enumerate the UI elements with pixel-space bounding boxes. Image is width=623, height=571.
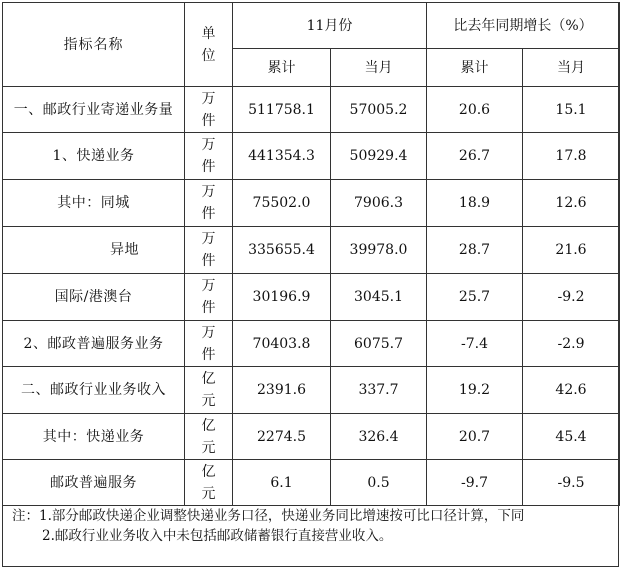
row-growth-cumulative: 26.7 [427, 133, 523, 180]
table-row [3, 87, 620, 133]
row-current: 7906.3 [331, 180, 427, 227]
row-unit [185, 180, 233, 227]
row-growth-current: 15.1 [523, 87, 620, 133]
row-cumulative: 70403.8 [233, 321, 331, 367]
row-cumulative: 511758.1 [233, 87, 331, 133]
row-growth-cumulative: 20.7 [427, 414, 523, 460]
header-unit-text: 单位 [201, 25, 216, 64]
header-growth-cumulative: 累计 [427, 49, 523, 87]
row-growth-current: -9.5 [523, 460, 620, 506]
row-unit [185, 227, 233, 274]
row-cumulative: 30196.9 [233, 274, 331, 321]
row-name: 其中：同城 [3, 180, 185, 227]
row-unit-text: 亿元 [201, 417, 216, 456]
row-growth-current: 45.4 [523, 414, 620, 460]
header-growth: 比去年同期增长（%） [427, 3, 620, 49]
row-cumulative: 2391.6 [233, 367, 331, 414]
note-line-1: 注：1.部分邮政快递企业调整快递业务口径，快递业务同比增速按可比口径计算，下同 [12, 508, 525, 524]
row-current: 326.4 [331, 414, 427, 460]
row-unit [185, 87, 233, 133]
row-current: 6075.7 [331, 321, 427, 367]
header-cumulative: 累计 [233, 49, 331, 87]
row-unit-text: 万件 [201, 137, 216, 175]
row-cumulative: 335655.4 [233, 227, 331, 274]
row-current: 0.5 [331, 460, 427, 506]
table-row [3, 414, 620, 460]
table-row [3, 274, 620, 321]
row-name: 邮政普遍服务 [3, 460, 185, 506]
header-current: 当月 [331, 49, 427, 87]
row-unit-text: 亿元 [201, 463, 216, 502]
row-growth-current: -9.2 [523, 274, 620, 321]
row-current: 3045.1 [331, 274, 427, 321]
row-unit-text: 万件 [201, 231, 216, 269]
table-row [3, 321, 620, 367]
header-growth-current: 当月 [523, 49, 620, 87]
note-line-2: 2.邮政行业业务收入中未包括邮政储蓄银行直接营业收入。 [42, 528, 393, 544]
row-growth-cumulative: 19.2 [427, 367, 523, 414]
table-row [3, 133, 620, 180]
row-name: 二、邮政行业业务收入 [3, 367, 185, 414]
row-current: 337.7 [331, 367, 427, 414]
row-unit [185, 133, 233, 180]
row-unit-text: 万件 [201, 184, 216, 222]
row-name: 其中：快递业务 [3, 414, 185, 460]
table-row [3, 180, 620, 227]
row-current: 39978.0 [331, 227, 427, 274]
row-unit [185, 414, 233, 460]
row-unit-text: 万件 [201, 278, 216, 316]
row-unit-text: 万件 [201, 324, 216, 363]
row-unit [185, 321, 233, 367]
row-cumulative: 75502.0 [233, 180, 331, 227]
header-indicator-name: 指标名称 [3, 3, 185, 87]
row-name-text: 一、邮政行业寄递业务量 [13, 101, 174, 118]
table-row [3, 227, 620, 274]
row-growth-current: 17.8 [523, 133, 620, 180]
row-name [3, 87, 185, 133]
row-name: 2、邮政普遍服务业务 [3, 321, 185, 367]
row-name: 国际/港澳台 [3, 274, 185, 321]
row-cumulative: 441354.3 [233, 133, 331, 180]
row-growth-cumulative: 18.9 [427, 180, 523, 227]
row-growth-cumulative: 25.7 [427, 274, 523, 321]
table-row [3, 460, 620, 506]
row-growth-current: 12.6 [523, 180, 620, 227]
row-growth-current: 42.6 [523, 367, 620, 414]
row-growth-current: -2.9 [523, 321, 620, 367]
row-unit [185, 274, 233, 321]
row-current: 57005.2 [331, 87, 427, 133]
row-cumulative: 2274.5 [233, 414, 331, 460]
row-growth-cumulative: 20.6 [427, 87, 523, 133]
row-growth-cumulative: -7.4 [427, 321, 523, 367]
row-unit [185, 460, 233, 506]
statistics-table [2, 2, 620, 506]
row-name: 异地 [3, 227, 185, 274]
row-cumulative: 6.1 [233, 460, 331, 506]
row-unit-text: 亿元 [201, 371, 216, 409]
row-unit [185, 367, 233, 414]
row-name: 1、快递业务 [3, 133, 185, 180]
header-month: 11月份 [233, 3, 427, 49]
row-growth-cumulative: 28.7 [427, 227, 523, 274]
row-unit-text: 万件 [201, 90, 216, 129]
table-notes [12, 506, 612, 546]
row-growth-cumulative: -9.7 [427, 460, 523, 506]
row-current: 50929.4 [331, 133, 427, 180]
header-unit [185, 3, 233, 87]
table-row [3, 367, 620, 414]
row-growth-current: 21.6 [523, 227, 620, 274]
